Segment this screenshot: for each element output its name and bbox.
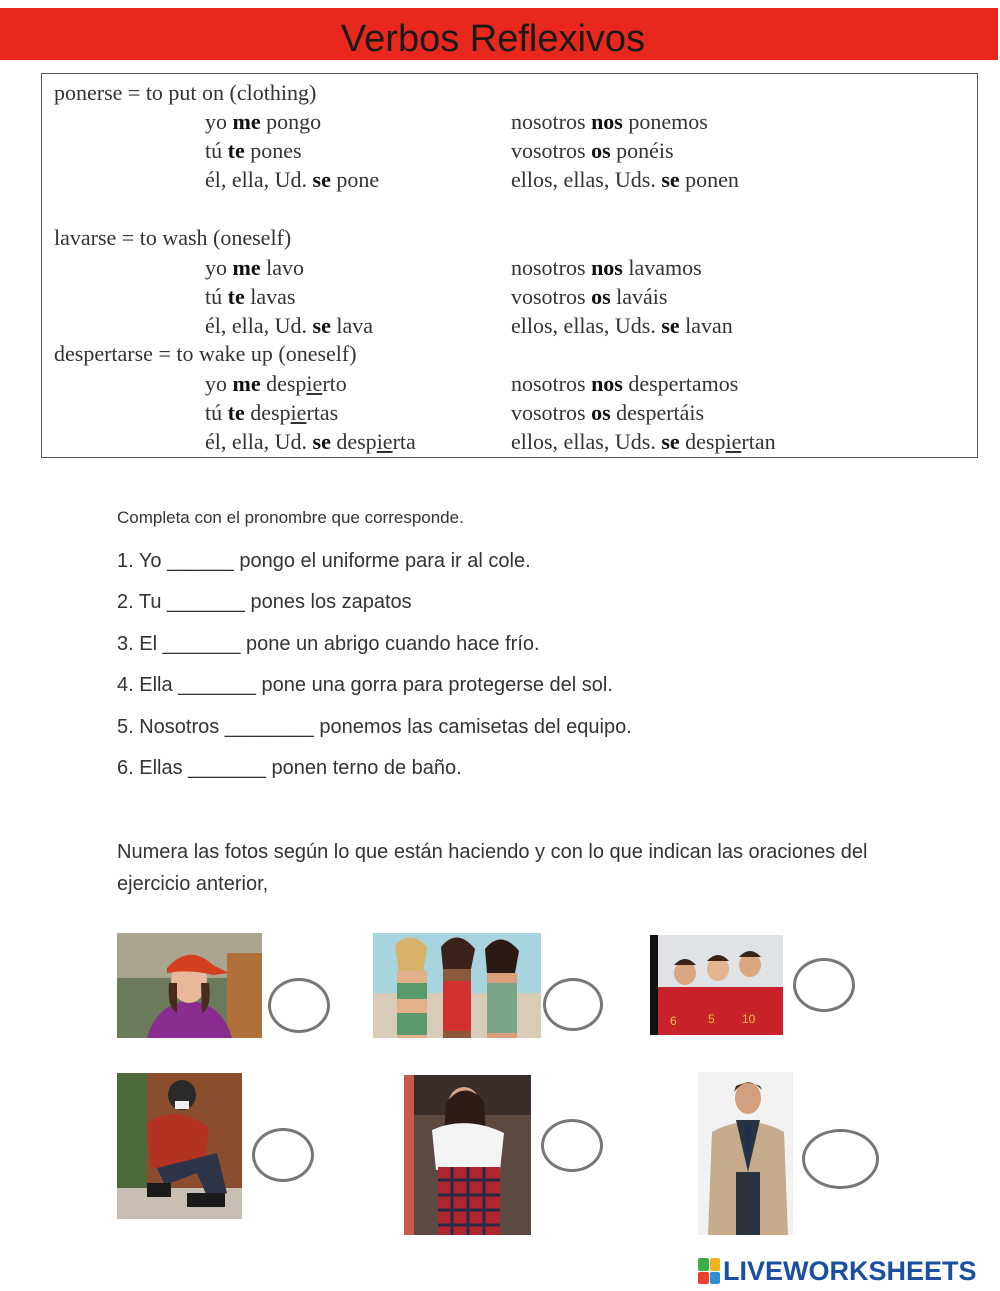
sentence-2: 2. Tu _______ pones los zapatos [117,591,412,613]
photo-girl-cap [117,933,262,1038]
sentence-3: 3. El _______ pone un abrigo cuando hace frío. [117,633,540,655]
answer-oval-5[interactable] [541,1119,603,1172]
photo-man-coat [698,1072,793,1235]
conjugation-right: ellos, ellas, Uds. se lavan [511,313,733,338]
page-title: Verbos Reflexivos [340,18,646,60]
verb-heading: despertarse = to wake up (oneself) [54,341,357,366]
answer-oval-3[interactable] [793,958,855,1012]
sentence-6: 6. Ellas _______ ponen terno de baño. [117,757,462,779]
answer-oval-4[interactable] [252,1128,314,1182]
sentence-5: 5. Nosotros ________ ponemos las camisetas del equipo. [117,716,632,738]
answer-oval-1[interactable] [268,978,330,1033]
conjugation-right: nosotros nos despertamos [511,371,739,396]
conjugation-right: nosotros nos ponemos [511,109,708,134]
answer-oval-2[interactable] [543,978,603,1031]
photo-team-shirts [650,935,783,1035]
conjugation-left: tú te lavas [205,284,296,309]
liveworksheets-logo[interactable] [698,1256,977,1286]
verb-heading: ponerse = to put on (clothing) [54,80,317,105]
sentence-4: 4. Ella _______ pone una gorra para protegerse del sol. [117,674,613,696]
conjugation-left: él, ella, Ud. se despierta [205,429,416,454]
conjugation-left: yo me lavo [205,255,304,280]
conjugation-left: él, ella, Ud. se pone [205,167,380,192]
conjugation-left: tú te pones [205,138,302,163]
svg-text:10: 10 [742,1012,756,1026]
answer-oval-6[interactable] [802,1129,879,1189]
photo-swimsuits [373,933,541,1038]
exercise-instruction: Completa con el pronombre que corresponde. [117,508,464,527]
conjugation-left: tú te despiertas [205,400,339,425]
conjugation-right: vosotros os despertáis [511,400,705,425]
sentence-1: 1. Yo ______ pongo el uniforme para ir al cole. [117,550,531,572]
conjugation-right: nosotros nos lavamos [511,255,702,280]
conjugation-right: vosotros os ponéis [511,138,674,163]
conjugation-right: ellos, ellas, Uds. se ponen [511,167,739,192]
photo-tying-shoes [117,1073,242,1219]
conjugation-right: ellos, ellas, Uds. se despiertan [511,429,776,454]
photo-school-uniform [404,1075,531,1235]
svg-text:6: 6 [670,1014,677,1028]
logo-badge-icon [698,1258,720,1284]
conjugation-right: vosotros os laváis [511,284,668,309]
logo-text: LIVEWORKSHEETS [723,1255,977,1286]
conjugation-left: yo me pongo [205,109,322,134]
conjugation-left: él, ella, Ud. se lava [205,313,374,338]
conjugation-table [41,73,978,458]
conjugation-left: yo me despierto [205,371,347,396]
verb-heading: lavarse = to wash (oneself) [54,225,292,250]
photo-instruction: Numera las fotos según lo que están haciendo y con lo que indican las oraciones del ejercicio anterior, [117,841,868,895]
svg-text:5: 5 [708,1012,715,1026]
